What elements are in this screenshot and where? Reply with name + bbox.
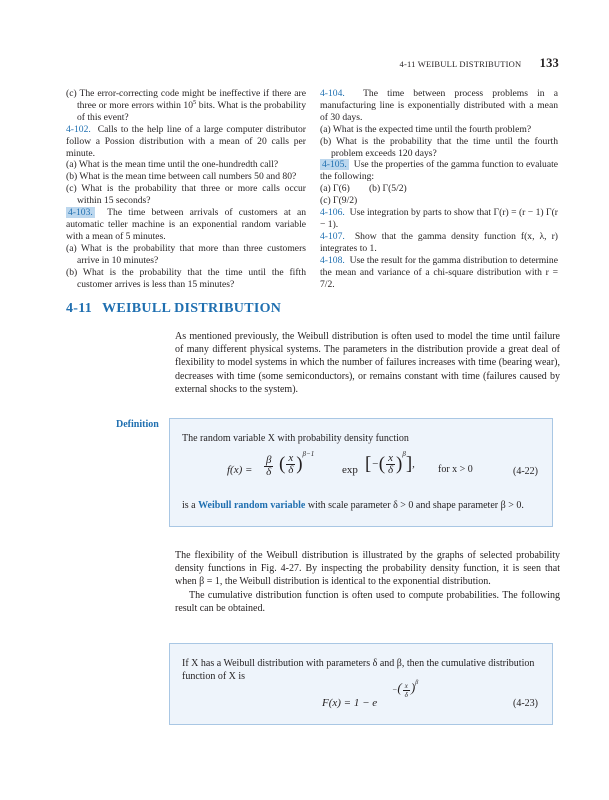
equation-condition: for x > 0	[438, 464, 473, 475]
running-head	[400, 56, 559, 71]
weibull-pdf-equation: f(x) = $\frac{\beta}{\delta}$ ( $\frac{x}{\delta}$ )$^{\beta-1}$ exp [−( $\frac{x}{\delta}$ )$^\beta$], for x > 0	[227, 450, 473, 478]
exercise-item: (c) The error-correcting code might be ineffective if there are three or more errors within $10^5$ bits. What is the probability of this event?	[66, 88, 306, 123]
exercise-4-108: 4-108. Use the result for the gamma distribution to determine the mean and variance of a chi-square distribution with r = 7/2.	[320, 254, 558, 290]
exercise-4-103: 4-103. The time between arrivals of customers at an automatic teller machine is an exponential random variable with a mean of 5 minutes.	[66, 207, 307, 242]
exercise-4-105: 4-105. Use the properties of the gamma function to evaluate the following:	[320, 159, 559, 183]
equation-number: (4-22)	[513, 466, 538, 477]
exercise-item: (c) Γ(9/2)	[320, 195, 358, 207]
exercise-number[interactable]: 4-102.	[66, 123, 91, 135]
exercise-item: (a) What is the mean time until the one-hundredth call?	[66, 159, 279, 171]
section-title: WEIBULL DISTRIBUTION	[102, 301, 282, 316]
intro-paragraph: As mentioned previously, the Weibull distribution is often used to model the time until failure of many different physical systems. The parameters in the distribution provide a great deal of flexibility to model systems in which the number of failures increases with time (bearing wear), decreases with time (some semiconductors), or remains constant with time (failures caused by external shocks to the system).	[175, 331, 560, 395]
definition-box	[169, 418, 553, 527]
exercise-column-left	[66, 88, 306, 290]
exercise-item: (b) What is the probability that the time until the fifth customer arrives is less than 15 minutes?	[66, 266, 306, 290]
section-heading	[66, 301, 281, 317]
definition-label: Definition	[116, 419, 159, 430]
exercise-number[interactable]: 4-107.	[320, 230, 345, 242]
exercise-item: (a) What is the expected time until the fourth problem?	[320, 123, 532, 135]
exercise-item: (b) What is the mean time between call numbers 50 and 80?	[66, 171, 297, 183]
exercise-number[interactable]: 4-108.	[320, 254, 345, 266]
exercise-number[interactable]: 4-105.	[322, 159, 347, 171]
definition-lead: The random variable X with probability density function	[182, 433, 409, 444]
result-text: If X has a Weibull distribution with parameters δ and β, then the cumulative distribution function of X is	[182, 658, 535, 683]
exercise-column-right	[320, 88, 558, 290]
result-box	[169, 643, 553, 725]
exercise-number[interactable]: 4-104.	[320, 88, 345, 99]
exercise-item: (a) Γ(6) (b) Γ(5/2)	[320, 183, 407, 195]
weibull-cdf-equation: F(x) = 1 − e −( $\frac{x}{\delta}$ )$^\beta$	[322, 680, 419, 709]
paragraph: The cumulative distribution function is often used to compute probabilities. The following result can be obtained.	[175, 590, 560, 615]
exercise-4-106: 4-106. Use integration by parts to show that Γ(r) = (r − 1) Γ(r − 1).	[320, 207, 558, 230]
exercise-4-104: 4-104. The time between process problems in a manufacturing line is exponentially distributed with a mean of 30 days.	[320, 88, 558, 123]
exercise-item: (b) What is the probability that the time until the fourth problem exceeds 120 days?	[320, 135, 558, 159]
exercise-item: (c) What is the probability that three or more calls occur within 15 seconds?	[66, 183, 306, 207]
exercise-number[interactable]: 4-106.	[320, 207, 345, 219]
definition-tail: is a Weibull random variable with scale parameter δ > 0 and shape parameter β > 0.	[182, 500, 524, 511]
paragraph: The flexibility of the Weibull distribution is illustrated by the graphs of selected probability density functions in Fig. 4-27. By inspecting the probability density function, it is seen that when β = 1, the Weibull distribution is identical to the exponential distribution.	[175, 550, 560, 588]
equation-number: (4-23)	[513, 698, 538, 709]
exercise-4-102: 4-102. Calls to the help line of a large computer distributor follow a Possion distribution with a mean of 20 calls per minute.	[66, 123, 306, 159]
running-head-title: 4-11 WEIBULL DISTRIBUTION	[399, 59, 522, 69]
section-number: 4-11	[66, 301, 93, 316]
key-term[interactable]: Weibull random variable	[198, 500, 306, 511]
exercise-item: (a) What is the probability that more than three customers arrive in 10 minutes?	[66, 242, 306, 266]
exercise-4-107: 4-107. Show that the gamma density function f(x, λ, r) integrates to 1.	[320, 230, 558, 254]
exercise-number[interactable]: 4-103.	[68, 207, 93, 219]
page-number: 133	[539, 56, 559, 70]
